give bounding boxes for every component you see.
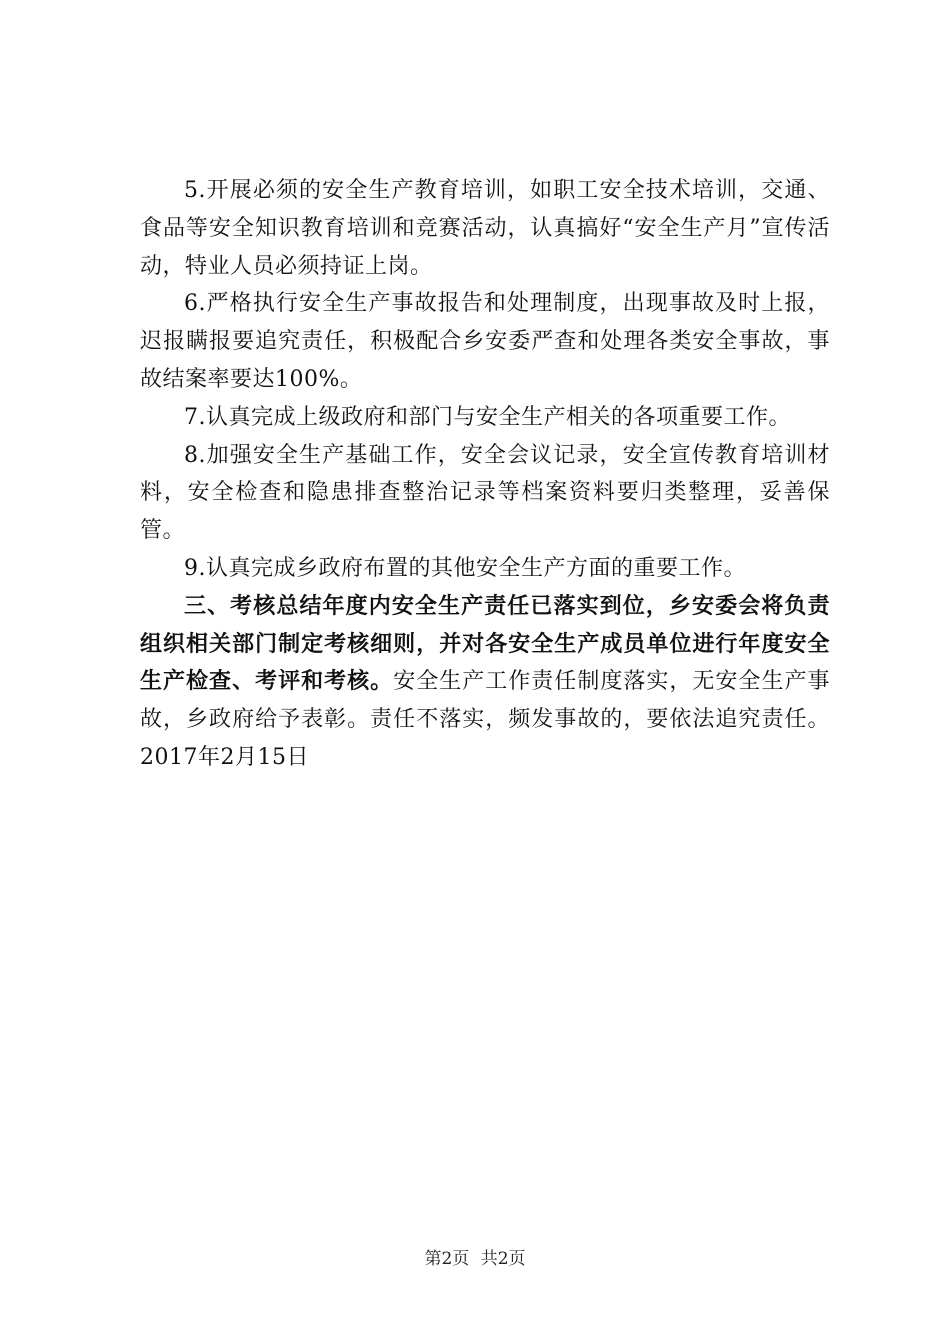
page-number: 第2页 bbox=[424, 1249, 470, 1269]
page-total: 共2页 bbox=[480, 1249, 526, 1269]
document-body bbox=[140, 172, 830, 777]
paragraph-item-9: 9.认真完成乡政府布置的其他安全生产方面的重要工作。 bbox=[184, 555, 746, 581]
paragraph-item-8: 8.加强安全生产基础工作，安全会议记录，安全宣传教育培训材料，安全检查和隐患排查整治记录等档案资料要归类整理，妥善保管。 bbox=[140, 442, 830, 544]
section-3-body-text: 安全生产工作责任制度落实，无安全生产事故，乡政府给予表彰。责任不落实，频发事故的，要依法追究责任。2017年2月15日 bbox=[140, 669, 830, 770]
paragraph-item-6: 6.严格执行安全生产事故报告和处理制度，出现事故及时上报，迟报瞒报要追究责任，积极配合乡安委严查和处理各类安全事故，事故结案率要达100%。 bbox=[140, 291, 830, 392]
page-footer bbox=[0, 1244, 950, 1269]
section-3-heading-text: 三、考核总结年度内安全生产责任已落实到位，乡安委会将负责组织相关部门制定考核细则，并对各安全生产成员单位进行年度安全生产检查、考评和考核。 bbox=[140, 592, 830, 695]
paragraph-section-3 bbox=[140, 588, 830, 777]
paragraph-item-5: 5.开展必须的安全生产教育培训，如职工安全技术培训，交通、食品等安全知识教育培训和竞赛活动，认真搞好“安全生产月”宣传活动，特业人员必须持证上岗。 bbox=[140, 178, 830, 279]
paragraph-item-7: 7.认真完成上级政府和部门与安全生产相关的各项重要工作。 bbox=[184, 404, 791, 430]
